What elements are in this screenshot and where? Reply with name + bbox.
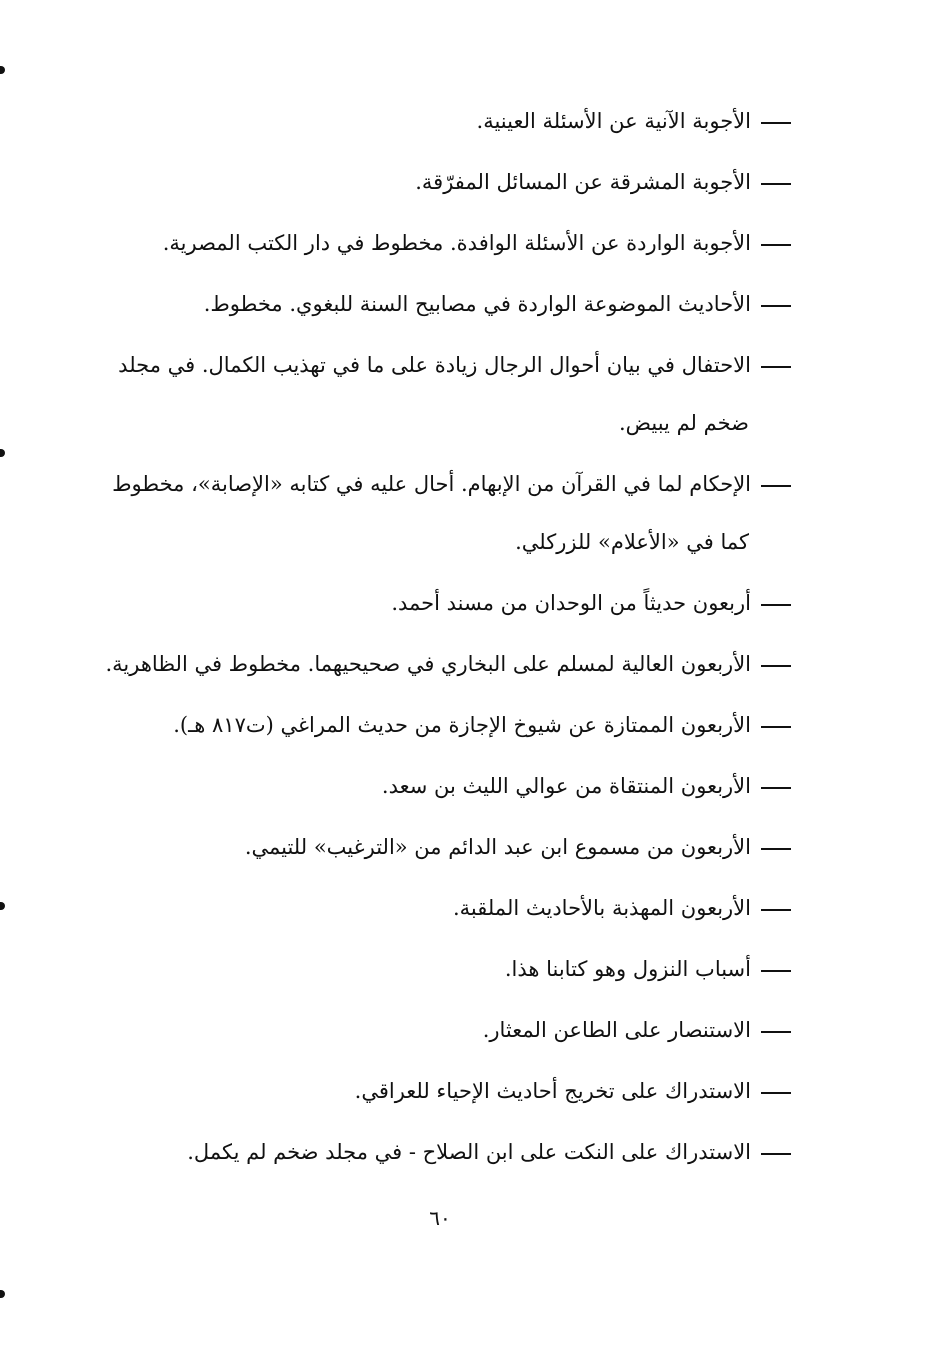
entry-text: الأجوبة الآنية عن الأسئلة العينية. <box>476 109 751 133</box>
entry-text: الأربعون العالية لمسلم على البخاري في صحيحيهما. مخطوط في الظاهرية. <box>105 652 751 676</box>
scan-mark-dot <box>0 902 5 910</box>
entry-text: الاحتفال في بيان أحوال الرجال زيادة على ما في تهذيب الكمال. في مجلد ضخم لم يبيض. <box>118 353 751 435</box>
dash-mark <box>761 604 791 606</box>
dash-mark <box>761 726 791 728</box>
bibliography-list <box>95 92 811 1184</box>
entry-text: الأجوبة المشرقة عن المسائل المفرّقة. <box>415 170 751 194</box>
list-item <box>95 336 811 452</box>
dash-mark <box>761 848 791 850</box>
dash-mark <box>761 1092 791 1094</box>
list-item <box>95 455 811 571</box>
list-item <box>95 1001 811 1059</box>
list-item <box>95 275 811 333</box>
entry-text: الأربعون من مسموع ابن عبد الدائم من «الترغيب» للتيمي. <box>244 835 751 859</box>
dash-mark <box>761 485 791 487</box>
list-item <box>95 940 811 998</box>
scan-mark-dot <box>0 449 5 457</box>
page-number: ٦٠ <box>429 1206 451 1230</box>
dash-mark <box>761 183 791 185</box>
entry-text: الاستدراك على النكت على ابن الصلاح - في مجلد ضخم لم يكمل. <box>187 1140 751 1164</box>
dash-mark <box>761 909 791 911</box>
list-item <box>95 879 811 937</box>
list-item <box>95 635 811 693</box>
dash-mark <box>761 1153 791 1155</box>
entry-text: الأربعون الممتازة عن شيوخ الإجازة من حديث المراغي (ت٨١٧ هـ). <box>173 713 751 737</box>
entry-text: الإحكام لما في القرآن من الإبهام. أحال عليه في كتابه «الإصابة»، مخطوط كما في «الأعلام» للزركلي. <box>112 472 751 554</box>
list-item <box>95 153 811 211</box>
entry-text: أسباب النزول وهو كتابنا هذا. <box>504 957 751 981</box>
dash-mark <box>761 122 791 124</box>
entry-text: الأربعون المهذبة بالأحاديث الملقبة. <box>452 896 751 920</box>
entry-text: أربعون حديثاً من الوحدان من مسند أحمد. <box>391 591 751 615</box>
list-item <box>95 92 811 150</box>
list-item <box>95 214 811 272</box>
entry-text: الأحاديث الموضوعة الواردة في مصابيح السنة للبغوي. مخطوط. <box>203 292 751 316</box>
list-item <box>95 818 811 876</box>
dash-mark <box>761 787 791 789</box>
list-item <box>95 574 811 632</box>
entry-text: الاستنصار على الطاعن المعثار. <box>482 1018 751 1042</box>
entry-text: الأربعون المنتقاة من عوالي الليث بن سعد. <box>381 774 751 798</box>
dash-mark <box>761 665 791 667</box>
dash-mark <box>761 366 791 368</box>
dash-mark <box>761 970 791 972</box>
list-item <box>95 1062 811 1120</box>
list-item <box>95 757 811 815</box>
list-item <box>95 696 811 754</box>
dash-mark <box>761 244 791 246</box>
dash-mark <box>761 305 791 307</box>
entry-text: الاستدراك على تخريج أحاديث الإحياء للعراقي. <box>354 1079 751 1103</box>
dash-mark <box>761 1031 791 1033</box>
entry-text: الأجوبة الواردة عن الأسئلة الوافدة. مخطوط في دار الكتب المصرية. <box>162 231 751 255</box>
scan-mark-dot <box>0 66 5 74</box>
list-item <box>95 1123 811 1181</box>
scan-mark-dot <box>0 1290 5 1298</box>
